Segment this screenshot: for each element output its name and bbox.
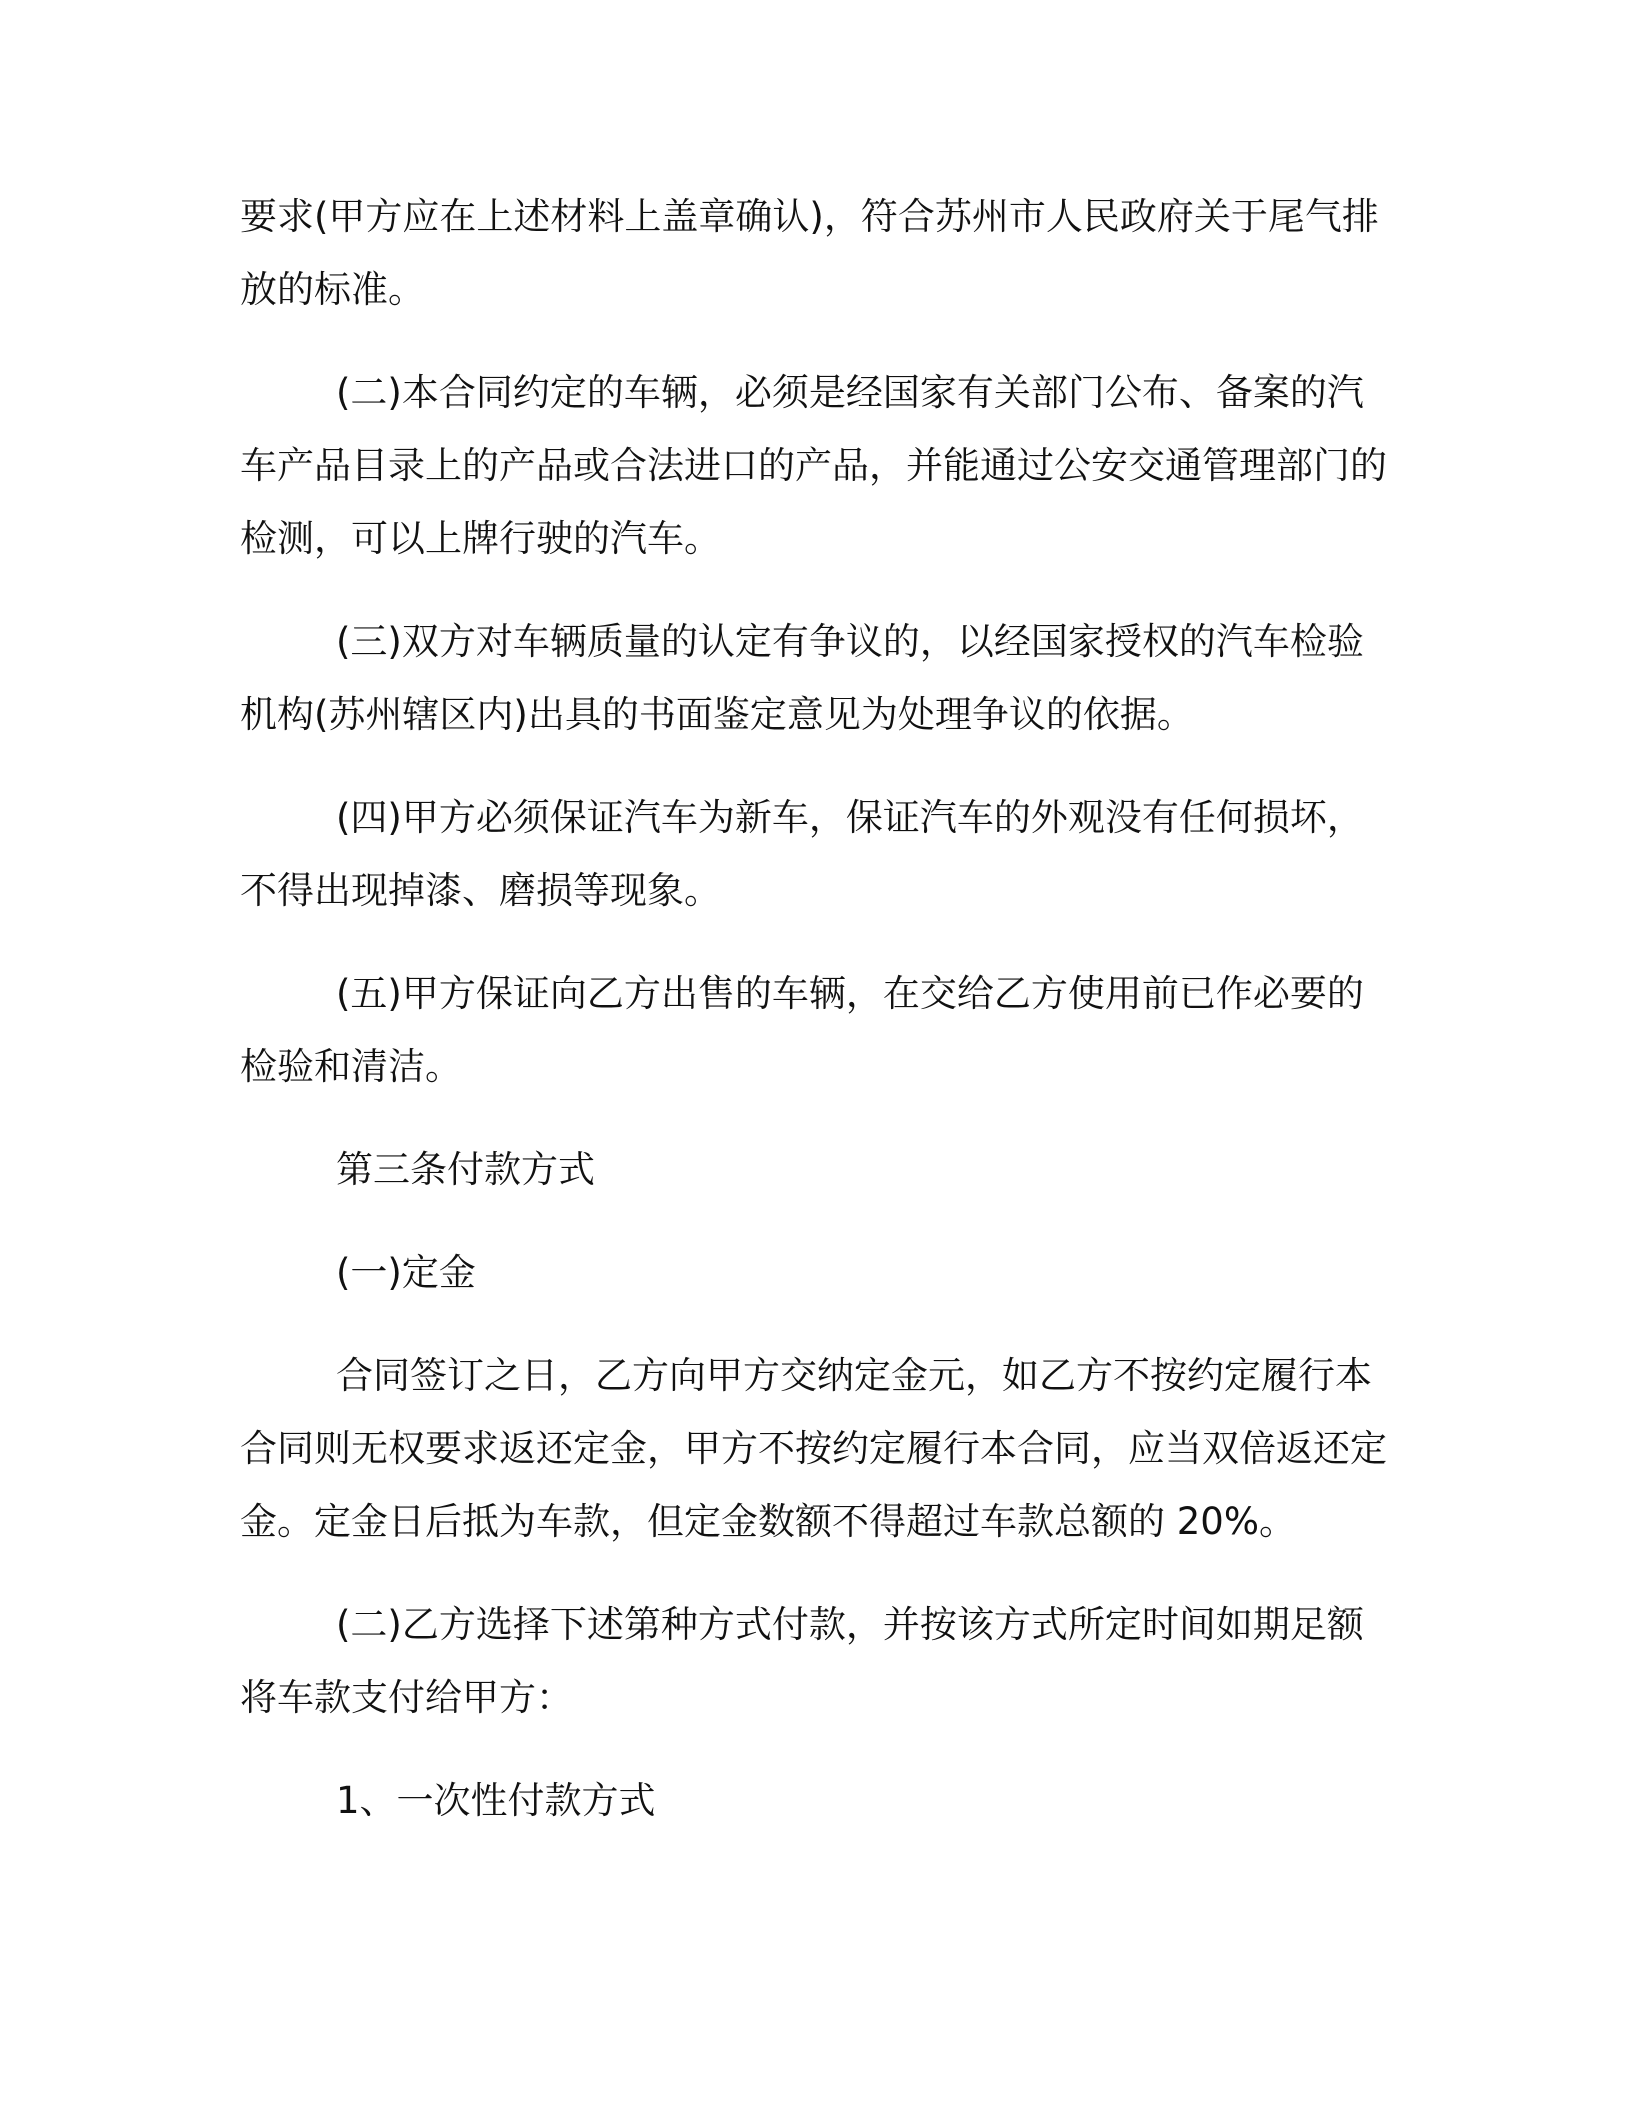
paragraph-2: (二)本合同约定的车辆，必须是经国家有关部门公布、备案的汽车产品目录上的产品或合法进口的产品，并能通过公安交通管理部门的检测，可以上牌行驶的汽车。 xyxy=(240,371,1387,560)
section-heading: 第三条付款方式 xyxy=(336,1148,595,1191)
paragraph-1: 要求(甲方应在上述材料上盖章确认)，符合苏州市人民政府关于尾气排放的标准。 xyxy=(240,195,1379,311)
paragraph-3: (三)双方对车辆质量的认定有争议的，以经国家授权的汽车检验机构(苏州辖区内)出具的书面鉴定意见为处理争议的依据。 xyxy=(240,620,1364,736)
paragraph-7: (二)乙方选择下述第种方式付款，并按该方式所定时间如期足额将车款支付给甲方： xyxy=(240,1603,1364,1719)
paragraph-4: (四)甲方必须保证汽车为新车，保证汽车的外观没有任何损坏，不得出现掉漆、磨损等现象。 xyxy=(240,796,1364,912)
paragraph-6: 合同签订之日，乙方向甲方交纳定金元，如乙方不按约定履行本合同则无权要求返还定金，甲方不按约定履行本合同，应当双倍返还定金。定金日后抵为车款，但定金数额不得超过车款总额的 20%。 xyxy=(240,1354,1387,1543)
list-item: 1、一次性付款方式 xyxy=(336,1779,656,1822)
subsection-heading: (一)定金 xyxy=(336,1251,476,1294)
paragraph-5: (五)甲方保证向乙方出售的车辆，在交给乙方使用前已作必要的检验和清洁。 xyxy=(240,972,1364,1088)
document-body xyxy=(240,180,1390,1867)
